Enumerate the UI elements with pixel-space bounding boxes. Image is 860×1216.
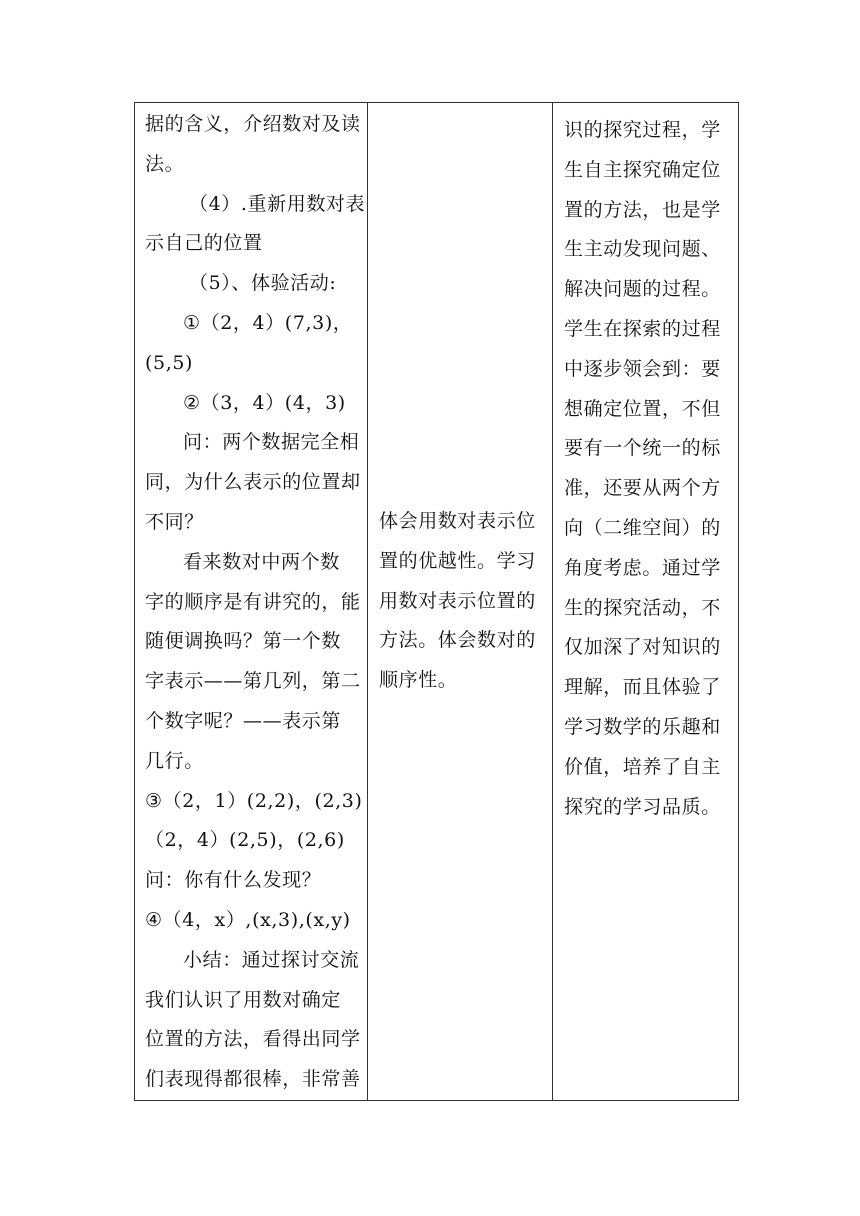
- text-line: 置的优越性。学习: [379, 549, 536, 572]
- table-row: [135, 103, 739, 1101]
- reflection-cell: [553, 103, 739, 1101]
- text-line: 位置的方法，看得出同学: [145, 1028, 361, 1051]
- text-line: 法。: [145, 152, 185, 175]
- text-line: 向（二维空间）的: [564, 516, 721, 539]
- text-line: （2，4）(2,5)，(2,6): [145, 829, 345, 852]
- text-line: 中逐步领会到：要: [564, 357, 721, 380]
- text-line: 看来数对中两个数: [183, 550, 340, 573]
- teaching-process-cell: [135, 103, 368, 1101]
- text-line: 几行。: [145, 749, 204, 772]
- text-line: 示自己的位置: [145, 232, 263, 255]
- text-line: 价值，培养了自主: [564, 755, 721, 778]
- text-line: 个数字呢？——表示第: [145, 709, 342, 732]
- text-line: 理解，而且体验了: [564, 676, 721, 699]
- reflection-text: [553, 103, 738, 827]
- text-line: 小结：通过探讨交流: [183, 948, 360, 971]
- text-line: 探究的学习品质。: [564, 795, 721, 818]
- text-line: ①（2，4）(7,3)，: [183, 311, 353, 334]
- text-line: （4）.重新用数对表: [189, 192, 366, 215]
- design-intent-cell: [368, 103, 553, 1101]
- text-line: 生自主探究确定位: [564, 158, 721, 181]
- text-line: 字的顺序是有讲究的，能: [145, 590, 361, 613]
- text-line: (5,5): [145, 351, 194, 374]
- text-line: 问：你有什么发现？: [145, 869, 322, 892]
- text-line: 学习数学的乐趣和: [564, 715, 721, 738]
- text-line: ③（2，1）(2,2)，(2,3): [145, 789, 363, 812]
- text-line: 据的含义，介绍数对及读: [145, 113, 361, 135]
- text-line: ②（3，4）(4，3): [183, 391, 346, 414]
- teaching-process-text: [135, 103, 367, 1100]
- text-line: （5）、体验活动:: [189, 272, 337, 295]
- text-line: 解决问题的过程。: [564, 278, 721, 301]
- text-line: 随便调换吗？第一个数: [145, 630, 342, 653]
- text-line: 顺序性。: [379, 669, 458, 692]
- text-line: 同，为什么表示的位置却: [145, 471, 361, 494]
- text-line: 识的探究过程，学: [564, 119, 721, 141]
- text-line: 问：两个数据完全相: [183, 431, 360, 454]
- text-line: 生的探究活动，不: [564, 596, 721, 619]
- text-line: 想确定位置，不但: [564, 397, 721, 420]
- text-line: 方法。体会数对的: [379, 629, 536, 652]
- lesson-plan-table: [134, 102, 739, 1101]
- text-line: 角度考虑。通过学: [564, 556, 721, 579]
- text-line: 仅加深了对知识的: [564, 636, 721, 659]
- text-line: 用数对表示位置的: [379, 589, 536, 612]
- text-line: 准，还要从两个方: [564, 477, 721, 500]
- text-line: 要有一个统一的标: [564, 437, 721, 460]
- text-line: 们表现得都很棒，非常善: [145, 1068, 361, 1091]
- text-line: 我们认识了用数对确定: [145, 988, 342, 1011]
- text-line: 体会用数对表示位: [379, 509, 536, 532]
- text-line: 不同？: [145, 510, 204, 533]
- text-line: ④（4，x）,(x,3),(x,y): [145, 908, 351, 931]
- text-line: 字表示——第几列，第二: [145, 670, 361, 693]
- design-intent-text: [368, 502, 552, 701]
- text-line: 生主动发现问题、: [564, 238, 721, 261]
- text-line: 学生在探索的过程: [564, 317, 721, 340]
- text-line: 置的方法，也是学: [564, 198, 721, 221]
